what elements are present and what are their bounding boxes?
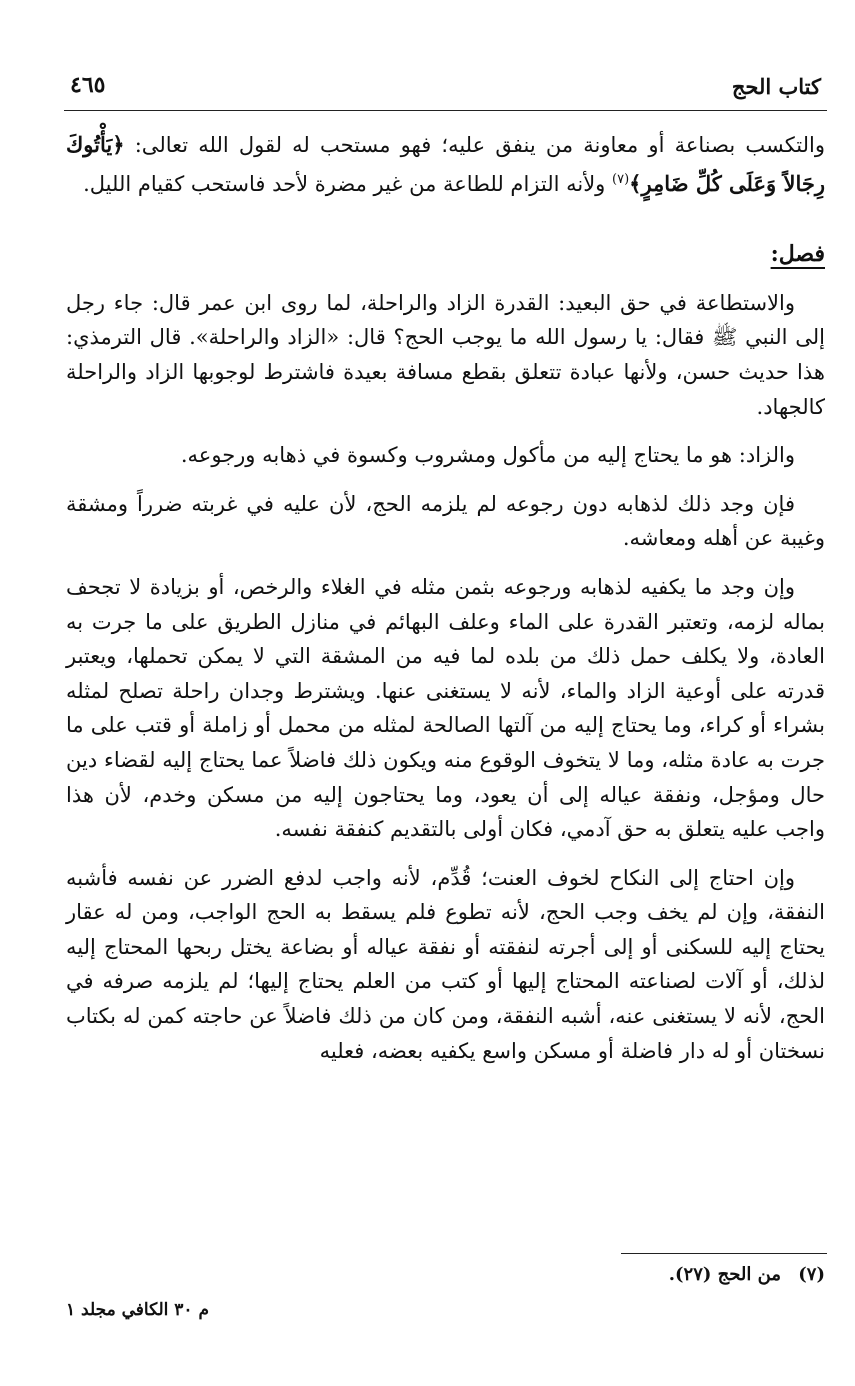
running-header xyxy=(64,68,827,111)
continuation-text: والتكسب بصناعة أو معاونة من ينفق عليه؛ فهو مستحب له لقول الله تعالى: xyxy=(124,133,825,157)
footnote-reference: (٧) xyxy=(612,171,630,187)
footnote-marker: (٧) xyxy=(798,1264,825,1285)
page-number: ٤٦٥ xyxy=(70,72,106,98)
paragraph: والاستطاعة في حق البعيد: القدرة الزاد والراحلة، لما روى ابن عمر قال: جاء رجل إلى النبي ﷺ فقال: يا رسول الله ما يوجب الحج؟ قال: «الزاد والراحلة». قال الترمذي: هذا حديث حسن، ولأنها عبادة تتعلق بقطع مسافة بعيدة فاشترط لوجوبها الزاد والراحلة كالجهاد. xyxy=(66,290,825,419)
paragraph: وإن وجد ما يكفيه لذهابه ورجوعه بثمن مثله في الغلاء والرخص، أو بزيادة لا تجحف بماله لزمه، وتعتبر القدرة على الماء وعلف البهائم في منازل الطريق على ما جرت به العادة، ولا يكلف حمل ذلك من بلده لما فيه من المشقة التي لا يمكن تحملها، ويعتبر قدرته على أوعية الزاد والماء، لأنه لا يستغنى عنها. ويشترط وجدان راحلة تصلح لمثله بشراء أو كراء، وما يحتاج إليه من آلتها الصالحة لمثله من محمل أو زاملة أو قتب على ما جرت به عادة مثله، وما لا يتخوف الوقوع منه ويكون ذلك فاضلاً عما يحتاج إليه لقضاء دين حال ومؤجل، ونفقة عياله إلى أن يعود، وما يحتاجون إليه من مسكن وخدم، لأن هذا واجب عليه يتعلق به حق آدمي، فكان أولى بالتقديم كنفقة نفسه. xyxy=(66,574,825,842)
continuation-text-end: ولأنه التزام للطاعة من غير مضرة لأحد فاستحب كقيام الليل. xyxy=(83,171,613,196)
paragraph: والزاد: هو ما يحتاج إليه من مأكول ومشروب وكسوة في ذهابه ورجوعه. xyxy=(180,443,795,468)
main-text xyxy=(66,128,825,1068)
paragraph: فإن وجد ذلك لذهابه دون رجوعه لم يلزمه الحج، لأن عليه في غربته ضرراً ومشقة وغيبة عن أهله ومعاشه. xyxy=(66,491,825,551)
chapter-title: كتاب الحج xyxy=(731,74,821,99)
paragraph: وإن احتاج إلى النكاح لخوف العنت؛ قُدِّم، لأنه واجب لدفع الضرر عن نفسه فأشبه النفقة، وإن لم يخف وجب الحج، لأنه تطوع فلم يسقط به الحج الواجب، ومن له عقار يحتاج إليه للسكنى أو إلى أجرته لنفقته أو نفقة عياله أو بضاعة يختل ربحها المحتاج إليه لذلك، أو آلات لصناعته المحتاج إليها أو كتب من العلم يحتاج إليها؛ لم يلزمه صرفه في الحج، لأنه لا يستغنى عنه، أشبه النفقة، ومن كان من ذلك فاضلاً عن حاجته كمن له بكتاب نسختان أو له دار فاضلة أو مسكن واسع يكفيه بعضه، فعليه xyxy=(66,865,825,1063)
footnote-text: من الحج (٢٧). xyxy=(668,1264,781,1285)
section-heading: فصل: xyxy=(770,241,825,268)
footnote-divider xyxy=(621,1253,827,1254)
footnote xyxy=(425,1264,825,1285)
continuation-paragraph xyxy=(66,128,825,201)
signature-mark: م ٣٠ الكافي مجلد ١ xyxy=(66,1300,210,1320)
quran-quote: ﴿يَأْتُوكَ رِجَالاً وَعَلَى كُلِّ ضَامِرٍ﴾ xyxy=(66,132,825,196)
